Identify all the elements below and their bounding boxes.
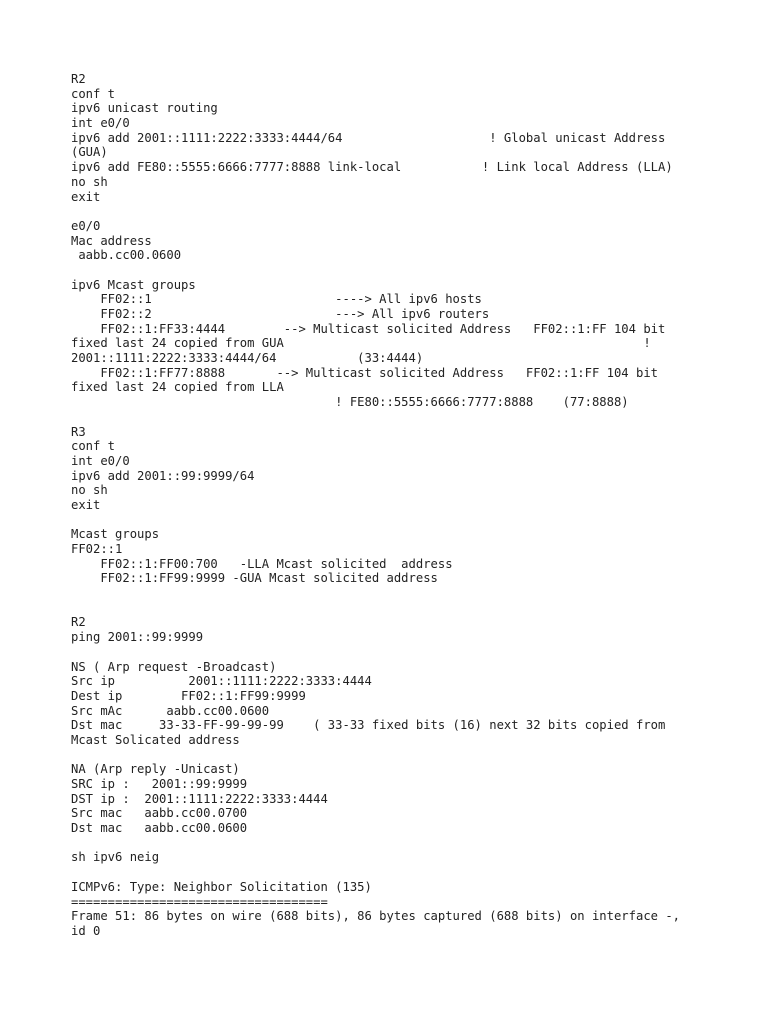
text-line: Src mAc aabb.cc00.0600 xyxy=(71,703,270,718)
text-line: e0/0 xyxy=(71,218,101,233)
text-line: sh ipv6 neig xyxy=(71,850,160,865)
text-line: FF02::1:FF00:700 -LLA Mcast solicited address xyxy=(71,556,453,571)
text-line: ping 2001::99:9999 xyxy=(71,630,204,645)
text-line: Mcast Solicated address xyxy=(71,732,240,747)
text-line: Frame 51: 86 bytes on wire (688 bits), 86 bytes captured (688 bits) on interface -, xyxy=(71,909,681,924)
text-line: SRC ip : 2001::99:9999 xyxy=(71,777,248,791)
text-line: FF02::2 ---> All ipv6 routers xyxy=(71,307,490,321)
text-line: DST ip : 2001::1111:2222:3333:4444 xyxy=(71,791,328,806)
text-line: Dst mac 33-33-FF-99-99-99 ( 33-33 fixed bits (16) next 32 bits copied from xyxy=(71,718,666,733)
text-line: NS ( Arp request -Broadcast) xyxy=(71,659,277,674)
text-line: R2 xyxy=(71,72,86,86)
text-line: id 0 xyxy=(71,923,101,938)
document-text xyxy=(71,72,731,939)
text-line: FF02::1:FF77:8888 --> Multicast solicited Address FF02::1:FF 104 bit xyxy=(71,365,658,380)
text-line: Mac address xyxy=(71,233,152,248)
text-line: Dst mac aabb.cc00.0600 xyxy=(71,821,248,836)
text-line xyxy=(71,836,731,851)
text-line: FF02::1 xyxy=(71,542,123,556)
text-line xyxy=(71,865,731,880)
text-line: (GUA) xyxy=(71,145,108,160)
text-line: no sh xyxy=(71,174,108,189)
text-line xyxy=(71,748,731,763)
text-line xyxy=(71,601,731,616)
text-line: 2001::1111:2222:3333:4444/64 (33:4444) xyxy=(71,351,424,366)
text-line: conf t xyxy=(71,439,116,454)
text-line: Src ip 2001::1111:2222:3333:4444 xyxy=(71,674,372,689)
text-line: conf t xyxy=(71,86,116,101)
text-line: no sh xyxy=(71,483,108,498)
text-line: int e0/0 xyxy=(71,116,130,131)
text-line: Src mac aabb.cc00.0700 xyxy=(71,806,248,821)
text-line: int e0/0 xyxy=(71,453,130,468)
text-line: aabb.cc00.0600 xyxy=(71,248,182,263)
text-line: fixed last 24 copied from LLA xyxy=(71,380,284,395)
text-line: ICMPv6: Type: Neighbor Solicitation (135) xyxy=(71,879,372,894)
text-line: ipv6 add 2001::99:9999/64 xyxy=(71,468,255,483)
text-line: exit xyxy=(71,497,101,512)
text-line: ipv6 add 2001::1111:2222:3333:4444/64 ! Global unicast Address xyxy=(71,130,666,145)
text-line xyxy=(71,204,731,219)
text-line xyxy=(71,586,731,601)
text-line: NA (Arp reply -Unicast) xyxy=(71,762,240,777)
text-line: R2 xyxy=(71,615,86,630)
text-line xyxy=(71,513,731,528)
text-line: ! FE80::5555:6666:7777:8888 (77:8888) xyxy=(71,395,629,410)
text-line xyxy=(71,410,731,425)
text-line: FF02::1 ----> All ipv6 hosts xyxy=(71,292,482,307)
text-line xyxy=(71,645,731,660)
text-line: fixed last 24 copied from GUA ! xyxy=(71,336,651,351)
text-line: ipv6 add FE80::5555:6666:7777:8888 link-local ! Link local Address (LLA) xyxy=(71,160,673,175)
text-line: Mcast groups xyxy=(71,527,160,542)
text-line: ipv6 Mcast groups xyxy=(71,277,196,292)
text-line: exit xyxy=(71,189,101,204)
text-line: R3 xyxy=(71,424,86,439)
text-line: =================================== xyxy=(71,894,328,909)
text-line: FF02::1:FF33:4444 --> Multicast solicited Address FF02::1:FF 104 bit xyxy=(71,321,666,336)
text-line xyxy=(71,263,731,278)
text-line: FF02::1:FF99:9999 -GUA Mcast solicited address xyxy=(71,571,438,586)
text-line: ipv6 unicast routing xyxy=(71,101,218,116)
text-line: Dest ip FF02::1:FF99:9999 xyxy=(71,688,306,703)
